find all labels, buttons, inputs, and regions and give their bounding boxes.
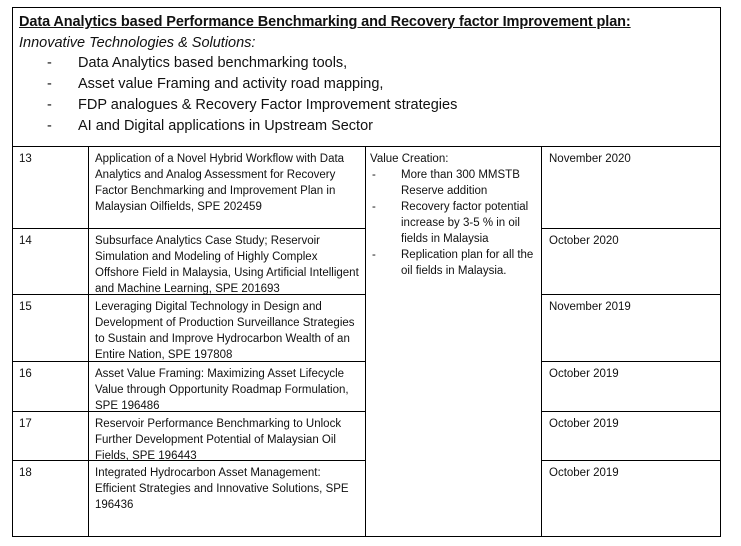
header-item-text: FDP analogues & Recovery Factor Improvement strategies <box>78 97 458 113</box>
value-creation-item <box>370 167 540 199</box>
merged-cell-mask <box>366 293 541 296</box>
header-list-item <box>19 116 714 137</box>
dash-marker: - <box>47 97 52 113</box>
value-creation-text: Replication plan for all the oil fields in Malaysia. <box>401 249 534 277</box>
header-section <box>13 8 720 147</box>
row-date: October 2019 <box>549 418 619 430</box>
row-number: 15 <box>19 301 32 313</box>
value-creation-text: More than 300 MMSTB Reserve addition <box>401 169 520 197</box>
row-title: Reservoir Performance Benchmarking to Unlock Further Development Potential of Malaysian Oil Fields, SPE 196443 <box>95 418 342 462</box>
row-number: 16 <box>19 368 32 380</box>
merged-cell-mask <box>366 410 541 413</box>
row-number: 13 <box>19 153 32 165</box>
row-date: November 2020 <box>549 153 631 165</box>
row-title: Asset Value Framing: Maximizing Asset Lifecycle Value through Opportunity Roadmap Formulation, SPE 196486 <box>95 368 349 412</box>
dash-marker: - <box>47 76 52 92</box>
value-creation-item <box>370 247 540 279</box>
row-title: Integrated Hydrocarbon Asset Management: Efficient Strategies and Innovative Solutions, SPE 196436 <box>95 467 349 511</box>
table-row <box>13 295 720 362</box>
column-divider <box>541 147 542 536</box>
row-date: October 2019 <box>549 368 619 380</box>
dash-marker: - <box>372 201 376 213</box>
document-table <box>12 7 721 537</box>
dash-marker: - <box>372 249 376 261</box>
value-creation-list <box>370 167 540 279</box>
value-creation-item <box>370 199 540 247</box>
dash-marker: - <box>372 169 376 181</box>
row-number: 18 <box>19 467 32 479</box>
dash-marker: - <box>47 55 52 71</box>
merged-cell-mask <box>366 360 541 363</box>
value-creation-cell <box>370 151 540 279</box>
row-title: Leveraging Digital Technology in Design and Development of Production Surveillance Strategies to Sustain and Improve Hydrocarbon Wealth of an Entire Nation, SPE 197808 <box>95 301 355 361</box>
header-item-text: AI and Digital applications in Upstream Sector <box>78 118 373 134</box>
table-row <box>13 229 720 295</box>
value-creation-heading: Value Creation: <box>370 153 449 165</box>
table-row <box>13 147 720 229</box>
table-row <box>13 461 720 536</box>
merged-cell-mask <box>366 459 541 462</box>
row-date: November 2019 <box>549 301 631 313</box>
row-number: 17 <box>19 418 32 430</box>
column-divider <box>365 147 366 536</box>
row-date: October 2019 <box>549 467 619 479</box>
value-creation-text: Recovery factor potential increase by 3-5 % in oil fields in Malaysia <box>401 201 529 245</box>
column-divider <box>88 147 89 536</box>
header-title: Data Analytics based Performance Benchmarking and Recovery factor Improvement plan: <box>19 14 631 30</box>
header-list <box>19 53 714 137</box>
row-number: 14 <box>19 235 32 247</box>
header-list-item <box>19 74 714 95</box>
header-list-item <box>19 53 714 74</box>
header-list-item <box>19 95 714 116</box>
header-item-text: Asset value Framing and activity road mapping, <box>78 76 384 92</box>
header-subtitle: Innovative Technologies & Solutions: <box>19 35 256 51</box>
header-item-text: Data Analytics based benchmarking tools, <box>78 55 348 71</box>
table-row <box>13 362 720 412</box>
dash-marker: - <box>47 118 52 134</box>
row-title: Subsurface Analytics Case Study; Reservoir Simulation and Modeling of Highly Complex Offshore Field in Malaysia, Using Artificial Intelligent and Machine Learning, SPE 201693 <box>95 235 359 295</box>
row-title: Application of a Novel Hybrid Workflow with Data Analytics and Analog Assessment for Recovery Factor Benchmarking and Improvement Plan in Malaysian Oilfields, SPE 202459 <box>95 153 345 213</box>
table-row <box>13 412 720 461</box>
row-date: October 2020 <box>549 235 619 247</box>
